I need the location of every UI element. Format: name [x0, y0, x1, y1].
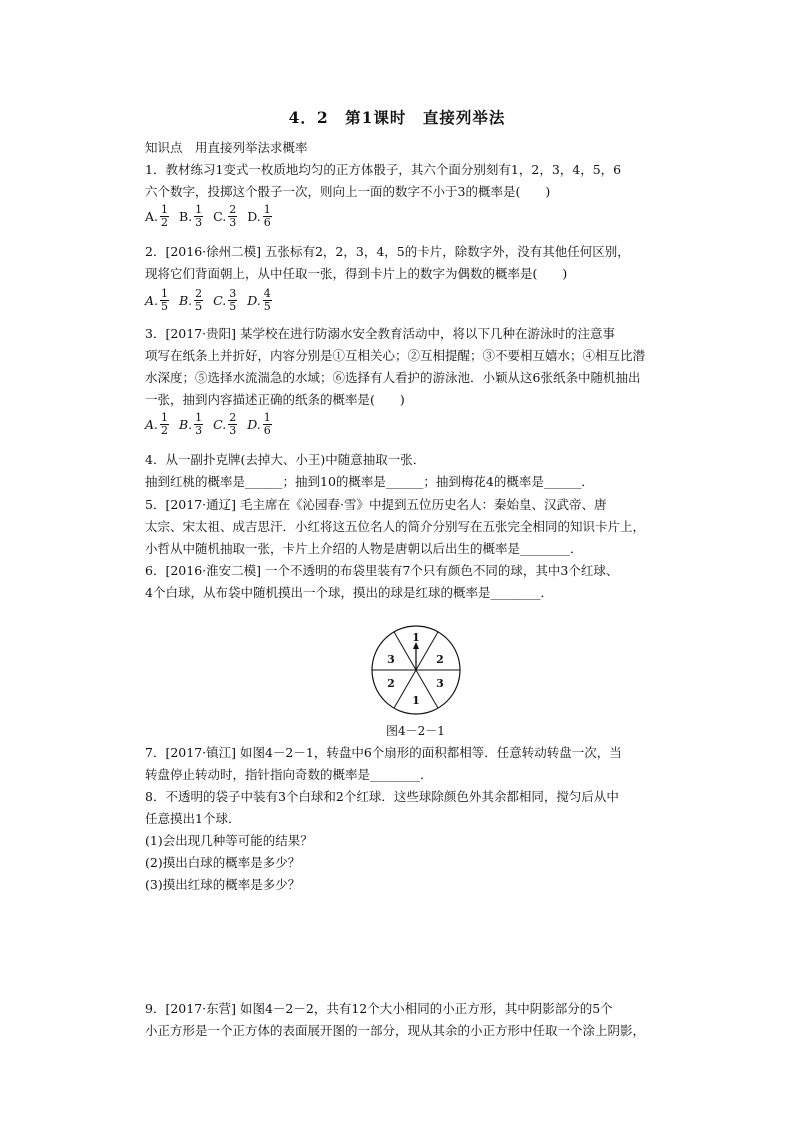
- q2-choices: [145, 288, 278, 313]
- q3-choice-a: A. $\frac{1}{2}$: [145, 411, 169, 437]
- sector-label: 3: [387, 653, 395, 666]
- q7-line1: 7．[2017·镇江] 如图4－2－1，转盘中6个扇形的面积都相等．任意转动转盘一次，当: [145, 745, 622, 760]
- q8-sub3: (3)摸出红球的概率是多少？: [145, 877, 301, 892]
- q8-line1: 8．不透明的袋子中装有3个白球和2个红球．这些球除颜色外其余都相同，搅匀后从中: [145, 789, 619, 804]
- q3-choice-b: B. $\frac{1}{3}$: [179, 411, 203, 437]
- q7-line2: 转盘停止转动时，指针指向奇数的概率是________．: [145, 767, 433, 782]
- q1-line2: 六个数字，投掷这个骰子一次，则向上一面的数字不小于3的概率是( ): [145, 184, 551, 199]
- q8-sub2: (2)摸出白球的概率是多少？: [145, 855, 301, 870]
- q1-choice-d: D. $\frac{1}{6}$: [247, 203, 271, 229]
- q9-line1: 9．[2017·东营] 如图4－2－2，共有12个大小相同的小正方形，其中阴影部分的5个: [145, 1001, 613, 1016]
- sector-label: 3: [436, 677, 444, 690]
- q3-choices: [145, 412, 278, 437]
- q3-line1: 3．[2017·贵阳] 某学校在进行防溺水安全教育活动中，将以下几种在游泳时的注意事: [145, 326, 615, 341]
- q5-line3: 小哲从中随机抽取一张，卡片上介绍的人物是唐朝以后出生的概率是________．: [145, 541, 583, 556]
- q1-choice-b: B. $\frac{1}{3}$: [179, 203, 203, 229]
- q1-choice-c: C. $\frac{2}{3}$: [213, 203, 237, 229]
- q3-choice-c: C. $\frac{2}{3}$: [213, 411, 237, 437]
- q4-line2: 抽到红桃的概率是______；抽到10的概率是______；抽到梅花4的概率是______．: [145, 474, 594, 489]
- sector-label: 1: [412, 694, 420, 707]
- sector-label: 1: [412, 631, 420, 644]
- q1-choices: [145, 204, 278, 229]
- q1-line1: 1．教材练习1变式一枚质地均匀的正方体骰子，其六个面分别刻有1，2，3，4，5，6: [145, 162, 622, 177]
- q6-line2: 4个白球，从布袋中随机摸出一个球，摸出的球是红球的概率是________．: [145, 585, 553, 600]
- q3-line3: 水深度；⑤选择水流湍急的水域；⑥选择有人看护的游泳池．小颖从这6张纸条中随机抽出: [145, 370, 641, 385]
- q5-line2: 太宗、宋太祖、成吉思汗．小红将这五位名人的简介分别写在五张完全相同的知识卡片上，: [145, 519, 646, 534]
- section-heading: 知识点 用直接列举法求概率: [145, 140, 308, 155]
- q2-choice-a: A. $\frac{1}{5}$: [145, 287, 169, 313]
- q2-line1: 2．[2016·徐州二模] 五张标有2，2，3，4，5的卡片，除数字外，没有其他任何区别，: [145, 244, 630, 259]
- page-title: 4．2 第1课时 直接列举法: [288, 108, 506, 127]
- sector-label: 2: [436, 653, 444, 666]
- q2-choice-b: B. $\frac{2}{5}$: [179, 287, 203, 313]
- q2-choice-c: C. $\frac{3}{5}$: [213, 287, 237, 313]
- sector-label: 2: [387, 677, 395, 690]
- q8-line2: 任意摸出1个球．: [145, 811, 241, 826]
- q2-choice-d: D. $\frac{4}{5}$: [247, 287, 271, 313]
- q3-line2: 项写在纸条上并折好，内容分别是①互相关心；②互相提醒；③不要相互嬉水；④相互比潜: [145, 348, 646, 363]
- q3-line4: 一张，抽到内容描述正确的纸条的概率是( ): [145, 392, 405, 407]
- q5-line1: 5．[2017·通辽] 毛主席在《沁园春·雪》中提到五位历史名人：秦始皇、汉武帝、唐: [145, 497, 607, 512]
- figure-caption: 图4－2－1: [386, 724, 445, 738]
- q1-choice-a: A. $\frac{1}{2}$: [145, 203, 169, 229]
- q4-line1: 4．从一副扑克牌(去掉大、小王)中随意抽取一张．: [145, 452, 426, 467]
- spinner-figure: [370, 624, 462, 716]
- q9-line2: 小正方形是一个正方体的表面展开图的一部分，现从其余的小正方形中任取一个涂上阴影，: [145, 1023, 646, 1038]
- q3-choice-d: D. $\frac{1}{6}$: [247, 411, 271, 437]
- q6-line1: 6．[2016·淮安二模] 一个不透明的布袋里装有7个只有颜色不同的球，其中3个红球、: [145, 563, 619, 578]
- q8-sub1: (1)会出现几种等可能的结果？: [145, 833, 313, 848]
- q2-line2: 现将它们背面朝上，从中任取一张，得到卡片上的数字为偶数的概率是( ): [145, 266, 568, 281]
